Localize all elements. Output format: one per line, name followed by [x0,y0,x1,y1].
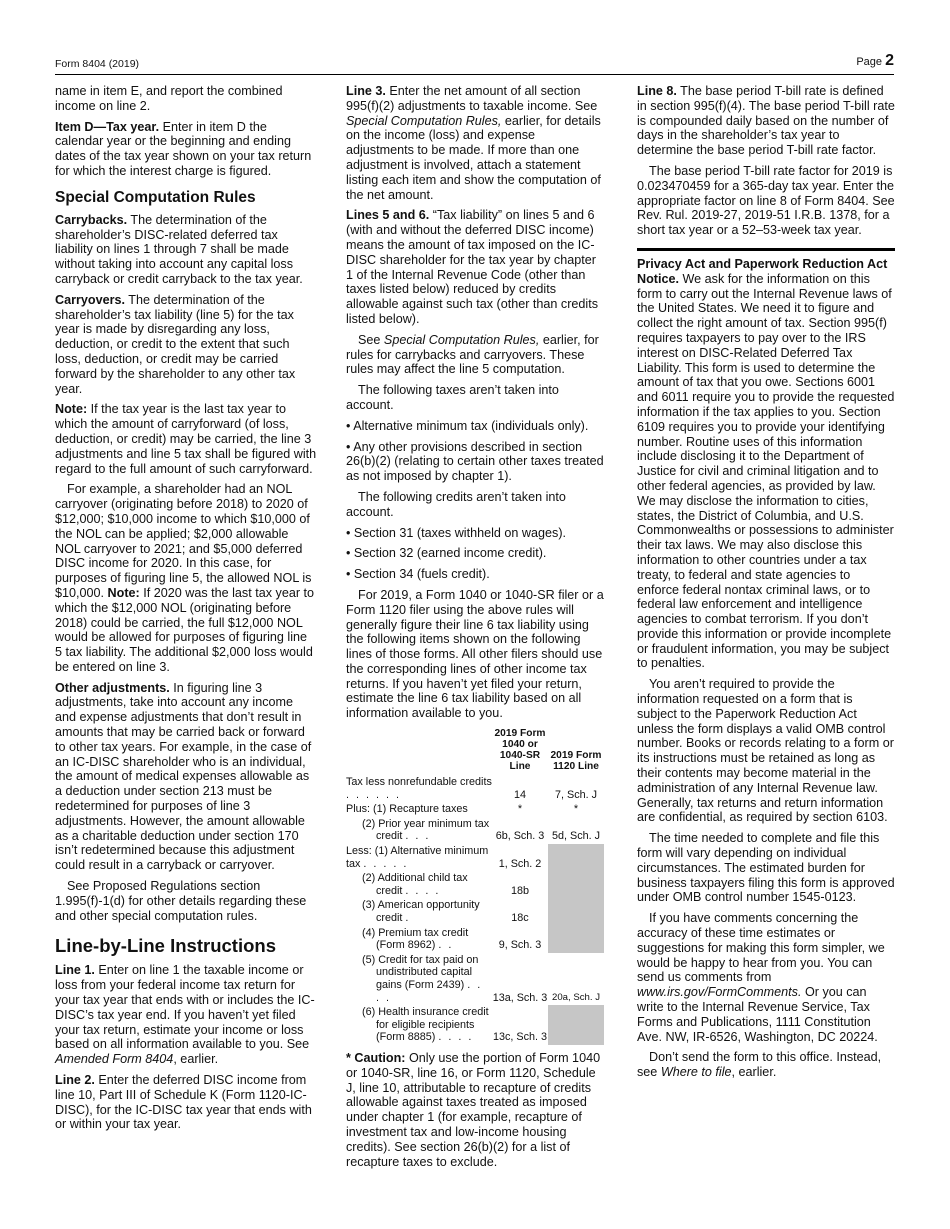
dont-send-a: Don’t send the form to this office. Instead, see [637,1050,882,1080]
bullet-31: • Section 31 (taxes withheld on wages). [346,525,567,540]
section-divider [637,248,895,251]
table-row: (6) Health insurance credit for eligible recipients (Form 8885) . . . . 13c, Sch. 3 [346,1005,604,1045]
shaded-cell [548,844,604,871]
shaded-cell [548,871,604,898]
line3-b: earlier, for details on the income (loss) and expense adjustments to be made. If more than one adjustment is involved, attach a statement listing each item and show the computation of the net amount. [346,113,601,202]
line1-text: Enter on line 1 the taxable income or loss from your federal income tax return for your tax year that ends with or includes the IC-DISC’s tax year end. If you haven’t yet filed your tax return, estimate your income or loss based on all information available to you. See [55,963,315,1052]
page-prefix: Page [856,56,883,68]
shaded-cell [548,1005,604,1045]
example-note: Note: [107,585,140,600]
carryovers-head: Carryovers. [55,292,126,307]
line-reference-table [346,727,604,1045]
line3-head: Line 3. [346,84,386,98]
line1-ref: Amended Form 8404 [55,1052,174,1067]
dont-send-b: , earlier. [731,1065,777,1080]
factor-para: The base period T-bill rate factor for 2019 is 0.023470459 for a 365-day tax year. Enter the appropriate factor on line 8 of Form 8404. See Rev. Rul. 2019-27, 2019-51 I.R.B. 1378, for a short tax year or a 52–53-week tax year. [637,163,895,238]
dont-send-para [637,1050,895,1080]
see-a: See [358,332,384,347]
carryovers-text: The determination of the shareholder’s tax liability (line 5) for the tax year is made by disregarding any loss, deduction, or credit to the extent that such loss, deduction, or credit may be carried forward by the shareholder to any other tax year. [55,292,296,396]
line1-para [55,963,317,1067]
item-d-head: Item D—Tax year. [55,119,160,134]
intro-text: name in item E, and report the combined income on line 2. [55,84,283,113]
bullet-32: • Section 32 (earned income credit). [346,546,547,561]
shaded-cell [548,898,604,925]
table-row: Tax less nonrefundable credits . . . . . . 14 7, Sch. J [346,776,597,801]
table-row: (3) American opportunity credit . 18c [346,898,604,925]
carrybacks-para [55,213,317,287]
privacy-text: We ask for the information on this form to carry out the Internal Revenue laws of the United States. We need it to figure and collect the right amount of tax. Section 995(f) requires taxpayers to pay over to the IRS interest on DISC-Related Deferred Tax Liability. This form is used to determine the amount of tax that you owe. Sections 6001 and 6011 require you to provide the requested information if the tax applies to you. Section 6109 requires you to provide your identifying number. Routine uses of this information include disclosing it to the Department of Justice for civil and criminal litigation and to other federal agencies, as provided by law. We may disclose the information to cities, states, the District of Columbia, and U.S. Commonwealths or possessions to administer their tax laws. We may also disclose this information to other countries under a tax treaty, to federal and state agencies to enforce federal nontax criminal laws, or to federal law enforcement and intelligence agencies to combat terrorism. If you don’t provide this information or provide incomplete or fraudulent information, you may be subject to penalties. [637,271,895,671]
see-rules-para [346,333,604,377]
other-text: In figuring line 3 adjustments, take into account any income and expense adjustments that don’t result in amounts that may be carried back or forward to other tax years. For example, in the case of an IC-DISC shareholder who is an individual, the amount of medical expenses allowable as a deduction under section 213 must be redetermined for purposes of line 3 adjustments. However, the amount allowable as a charitable deduction under section 170 isn’t redetermined because this adjustment could result in a carryback or carryover. [55,680,312,873]
see-ref: Special Computation Rules, [383,332,540,347]
note-text: If the tax year is the last tax year to which the amount of carryforward (of loss, deduction, or credit) may be carried, the line 3 adjustments and line 5 tax shall be figured with regard to the full amount of such carryforward. [55,402,317,476]
line8-para [637,84,895,158]
other-adjustments-para [55,681,317,873]
line1-end: , earlier. [173,1052,219,1067]
line2-para [55,1073,317,1132]
carrybacks-text: The determination of the shareholder’s DISC-related deferred tax liability on lines 1 through 7 shall be made without taking into account any capital loss carryback or credit carryback to the tax year. [55,212,303,286]
table-row: (4) Premium tax credit (Form 8962) . . 9, Sch. 3 [346,926,604,953]
note-para [55,402,317,476]
header-rule [55,74,894,75]
line2-text: Enter the deferred DISC income from line 10, Part III of Schedule K (Form 1120-IC-DISC), for the IC-DISC tax year that ends with or within your tax year. [55,1073,312,1132]
bullet-34: • Section 34 (fuels credit). [346,567,490,582]
column-3 [637,84,895,1086]
page-number [856,54,894,70]
table-row: (5) Credit for tax paid on undistributed capital gains (Form 2439) . . . . 13a, Sch. 3 20a, Sch. J [362,953,600,1004]
see-regs-para: See Proposed Regulations section 1.995(f)-1(d) for other details regarding these and other special computation rules. [55,879,307,923]
column-2 [346,84,604,1175]
taxes-not-para: The following taxes aren’t taken into account. [346,383,559,412]
line3-para [346,84,604,202]
form-id: Form 8404 (2019) [55,58,140,70]
other-head: Other adjustments. [55,680,170,695]
carryovers-para [55,293,317,397]
example-para [55,482,317,674]
example-b: If 2020 was the last tax year to which the $12,000 NOL (originating before 2018) could be carried, the full $12,000 NOL would be allowed for purposes of figuring line 5 tax liability. The additional $2,000 loss would be entered on line 3. [55,585,315,674]
privacy-para [637,257,895,671]
col-head-1120: 2019 Form 1120 Line [550,750,602,773]
special-rules-heading: Special Computation Rules [55,188,256,206]
item-d-para [55,120,317,179]
comments-para [637,911,895,1044]
time-needed-para: The time needed to complete and file this form will vary depending on individual circumstances. The estimated burden for business taxpayers filing this form is approved under OMB control number 1545-0123. [637,831,895,905]
privacy-head: Privacy Act and Paperwork Reduction Act Notice. [637,256,888,286]
note-head: Note: [55,402,88,417]
caution-para [346,1051,604,1169]
line8-text: The base period T-bill rate is defined in section 995(f)(4). The base period T-bill rate is compounded daily based on the number of days in the shareholder’s tax year to determine the base period T-bill rate factor. [637,84,895,158]
table-row: Less: (1) Alternative minimum tax . . . . . 1, Sch. 2 [346,844,604,871]
line1-head: Line 1. [55,963,95,978]
see-b: earlier, for rules for carrybacks and carryovers. These rules may affect the line 5 computation. [346,332,599,377]
table-header-row [346,727,604,775]
comments-b: Or you can write to the Internal Revenue Service, Tax Forms and Publications, 1111 Constitution Ave. NW, IR-6526, Washington, DC 20224. [637,985,878,1044]
line2-head: Line 2. [55,1073,95,1088]
lines56-head: Lines 5 and 6. [346,208,430,223]
bullet-amt: • Alternative minimum tax (individuals only). [346,418,589,433]
table-row: (2) Prior year minimum tax credit . . . 6b, Sch. 3 5d, Sch. J [362,817,600,843]
lines56-text: “Tax liability” on lines 5 and 6 (with and without the deferred DISC income) means the amount of tax imposed on the IC-DISC shareholder for the tax year by chapter 1 of the Internal Revenue Code (other than taxes listed below) reduced by credits allowable against such tax (other than credits listed below). [346,208,599,326]
credits-not-para: The following credits aren’t taken into account. [346,489,566,519]
lines56-para [346,208,604,326]
page-num: 2 [885,52,894,69]
shaded-cell [548,926,604,953]
column-1 [55,84,317,1138]
comments-url: www.irs.gov/FormComments. [637,985,802,1000]
dont-send-ref: Where to file [660,1065,732,1080]
caution-text: Only use the portion of Form 1040 or 1040-SR, line 16, or Form 1120, Schedule J, line 10, attributable to recapture of credits allowable against taxes treated as imposed under chapter 1 (for example, recapture of investment tax and low-income housing credits). See section 26(b)(2) for a list of recapture taxes to exclude. [346,1050,601,1169]
line3-ref: Special Computation Rules, [346,113,502,128]
line-by-line-heading: Line-by-Line Instructions [55,935,276,957]
table-row: Plus: (1) Recapture taxes * * [346,803,579,816]
bullet-other: • Any other provisions described in section 26(b)(2) (relating to certain other taxes treated as not imposed by chapter 1). [346,439,604,484]
caution-head: * Caution: [346,1050,406,1065]
comments-a: If you have comments concerning the accuracy of these time estimates or suggestions for making this form simpler, we would be happy to hear from you. You can send us comments from [637,911,885,985]
not-required-para: You aren’t required to provide the information requested on a form that is subject to the Paperwork Reduction Act unless the form displays a valid OMB control number. Books or records relating to a form or its instructions must be retained as long as their contents may become material in the administration of any Internal Revenue law. Generally, tax returns and return information are confidential, as required by section 6103. [637,677,894,825]
item-d-text: Enter in item D the calendar year or the beginning and ending dates of the tax year shown on your tax return for which the interest charge is figured. [55,119,312,178]
line8-head: Line 8. [637,84,677,98]
col-head-1040: 2019 Form 1040 or 1040-SR Line [494,728,546,773]
for-2019-para: For 2019, a Form 1040 or 1040-SR filer or a Form 1120 filer using the above rules will generally figure their line 6 tax liability using the following items shown on the following lines of those forms. All other filers should use the corresponding lines of other income tax returns. If you haven’t yet filed your return, estimate the line 6 tax liability based on all information available to you. [346,587,604,721]
example-a: For example, a shareholder had an NOL carryover (originating before 2018) to 2020 of $12,000; $10,000 income to which $10,000 of the NOL can be applied; $2,000 allowable NOL carryover to 2021; and $5,000 deferred DISC income for 2020. In this case, for purposes of figuring line 5, the allowed NOL is $10,000. [55,482,312,600]
line3-a: Enter the net amount of all section 995(f)(2) adjustments to taxable income. See [346,84,598,113]
table-row: (2) Additional child tax credit . . . . 18b [346,871,604,898]
carrybacks-head: Carrybacks. [55,212,128,227]
